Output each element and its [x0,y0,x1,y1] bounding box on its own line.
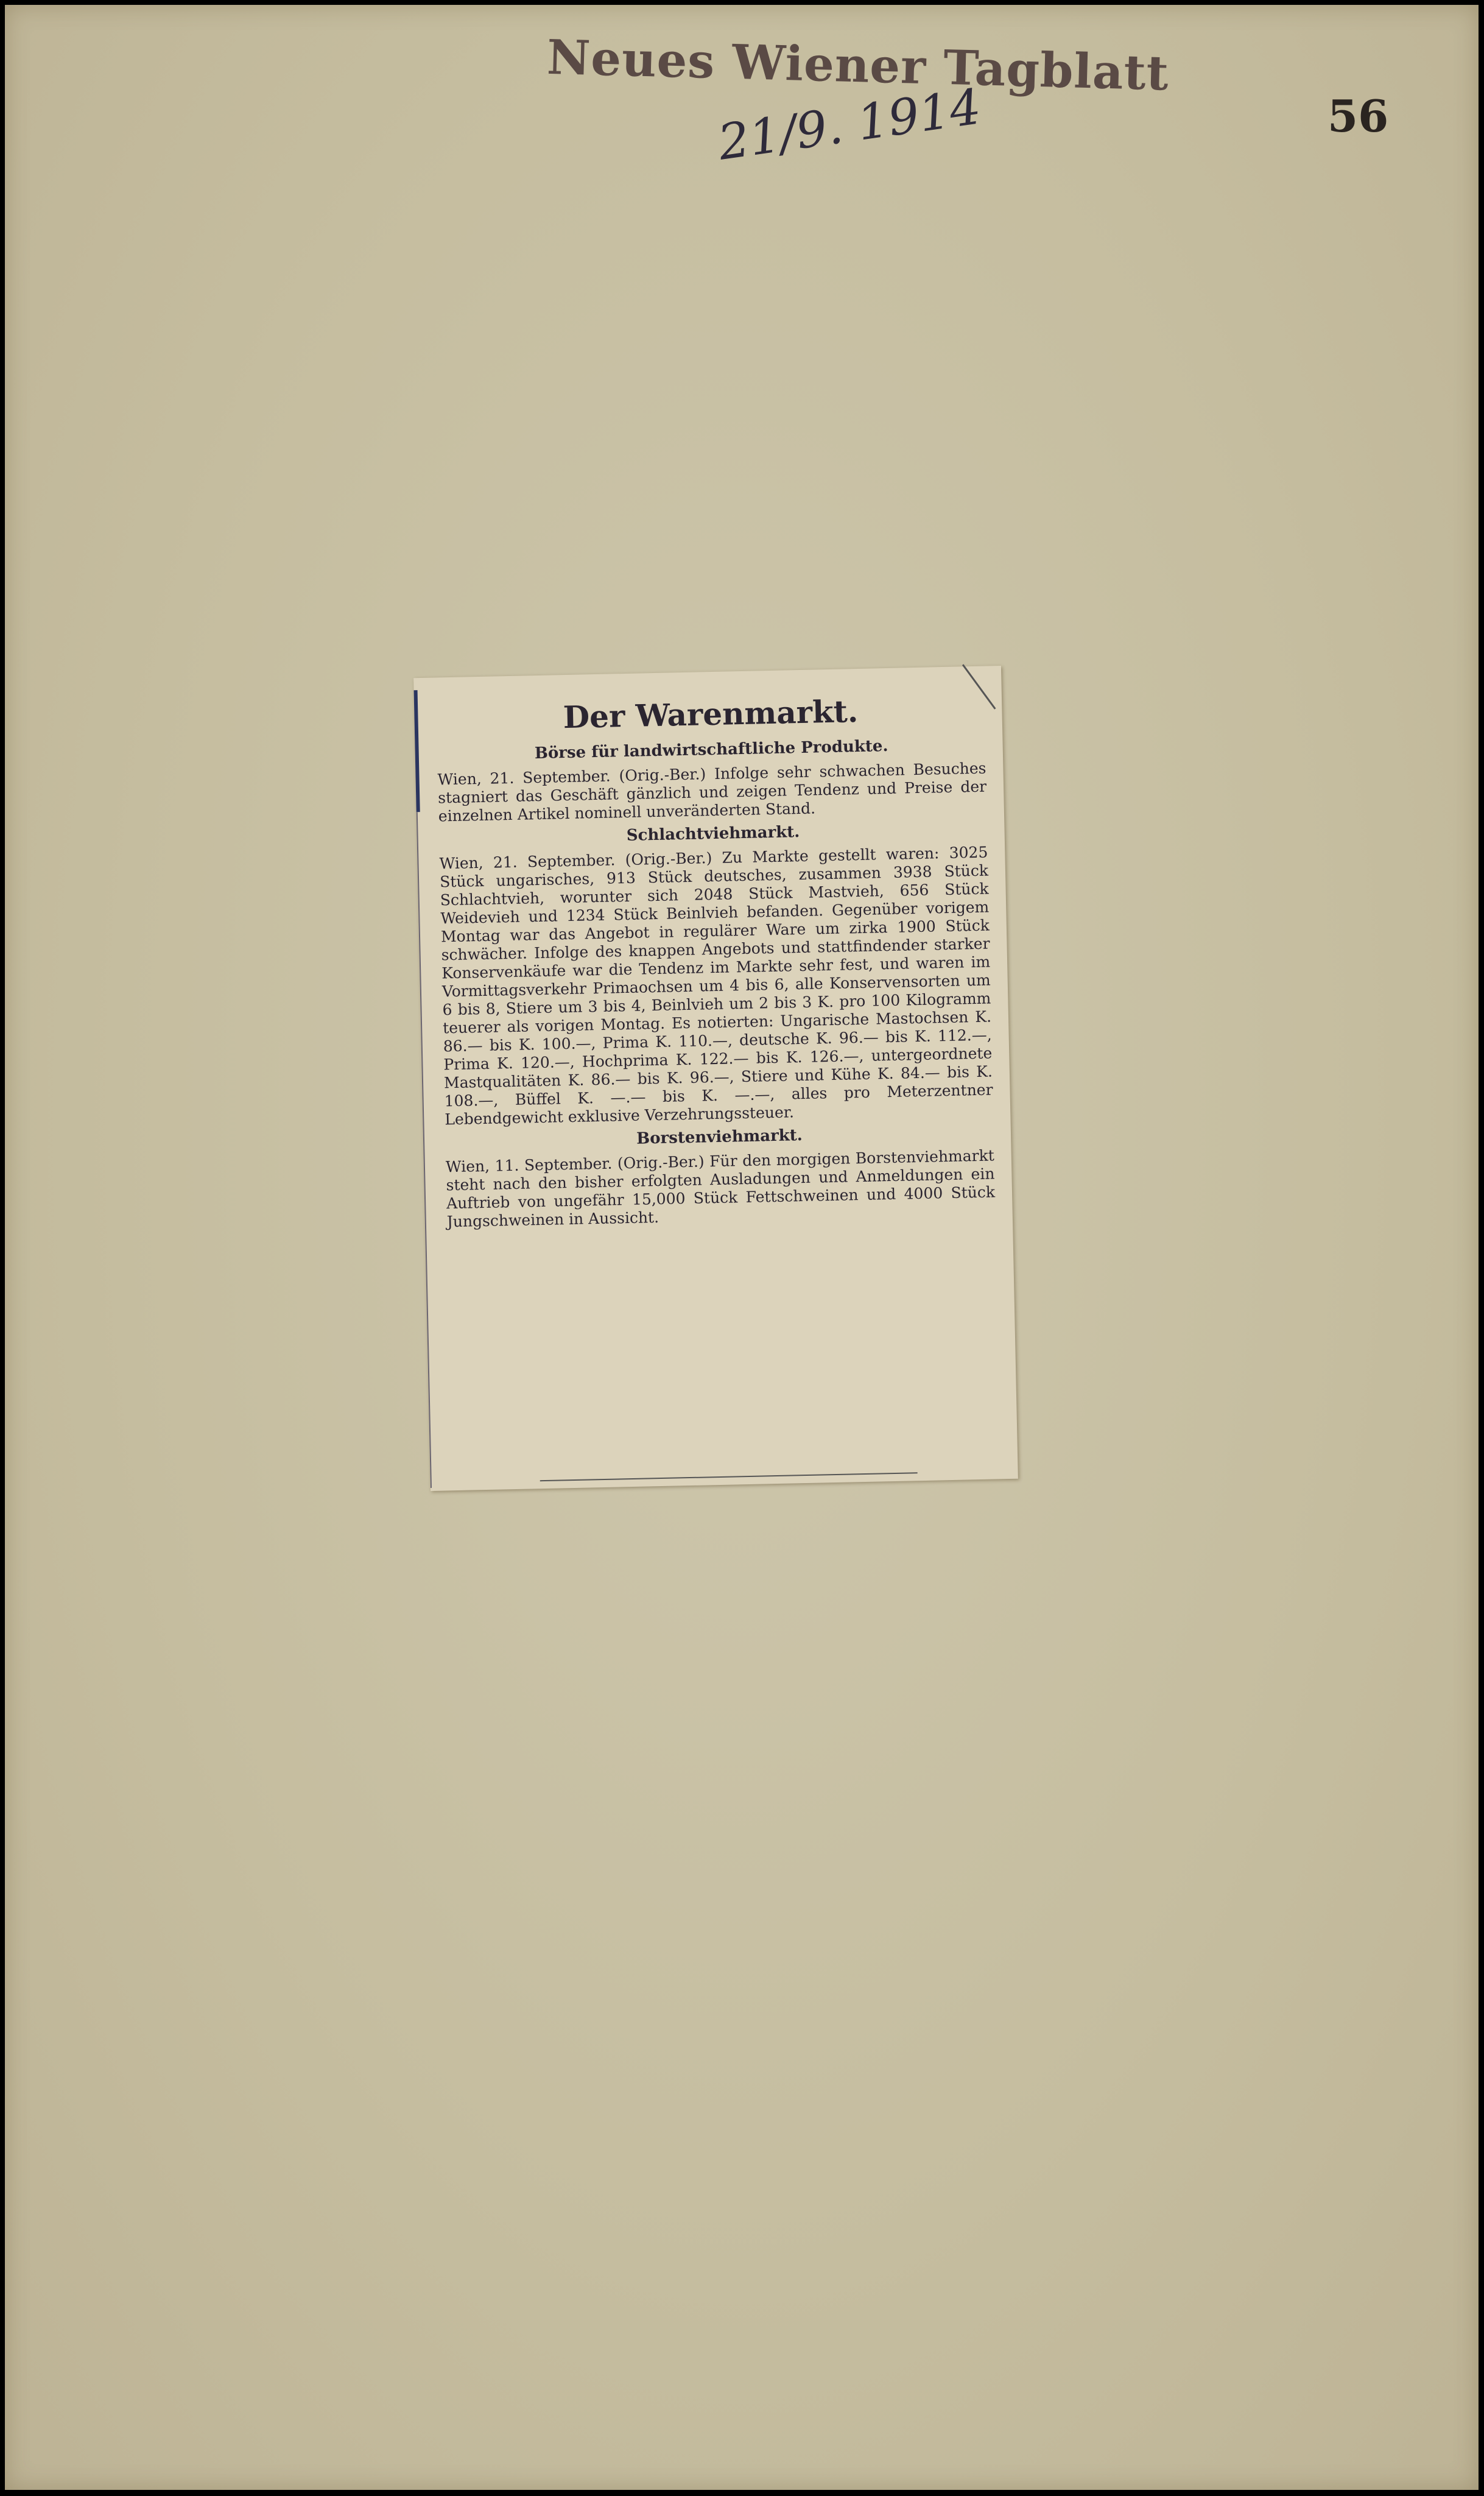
handwritten-date: 21/9. 1914 [714,78,985,171]
clipping-bottom-rule [540,1472,918,1481]
section-heading-boerse: Börse für landwirtschaftliche Produkte. [534,736,888,763]
clipping-column-rule [417,812,432,1488]
archive-sheet [5,5,1479,2490]
section-heading-schlachtvieh: Schlachtviehmarkt. [626,823,800,845]
clipping-ink-mark [414,690,420,812]
section-text-boerse: Wien, 21. September. (Orig.-Ber.) Infolge sehr schwachen Besuches stagniert das Geschäft gänzlich und zeigen Tendenz und Preise der einzelnen Artikel nominell unveränderten Stand. [437,759,987,825]
section-heading-borstenvieh: Borstenviehmarkt. [636,1126,803,1148]
section-text-borstenvieh: Wien, 11. September. (Orig.-Ber.) Für den morgigen Borstenviehmarkt steht nach den bisher erfolgten Ausladungen und Anmeldungen ein Auftrieb von ungefähr 15,000 Stück Fettschweinen und 4000 Stück Jungschweinen in Aussicht. [445,1146,996,1231]
newspaper-clipping [413,666,1018,1491]
section-text-schlachtvieh: Wien, 21. September. (Orig.-Ber.) Zu Markte gestellt waren: 3025 Stück ungarisches, 913 Stück deutsches, zusammen 3938 Stück Schlachtvieh, worunter sich 2048 Stück Mastvieh, 656 Stück Weidevieh und 1234 Stück Beinlvieh befanden. Gegenüber vorigem Montag war das Angebot in regulärer Ware um zirka 1900 Stück schwächer. Infolge des knappen Angebots und stattfindender starker Konservenkäufe war die Tendenz im Markte sehr fest, und waren im Vormittagsverkehr Primaochsen um 4 bis 6, alle Konservensorten um 6 bis 8, Stiere um 3 bis 4, Beinlvieh um 2 bis 3 K. pro 100 Kilogramm teuerer als vorigen Montag. Es notierten: Ungarische Mastochsen K. 86.— bis K. 100.—, Prima K. 110.—, deutsche K. 96.— bis K. 112.—, Prima K. 120.—, Hochprima K. 122.— bis K. 126.—, untergeordnete Mastqualitäten K. 86.— bis K. 96.—, Stiere und Kühe K. 84.— bis K. 108.—, Büffel K. —.— bis K. —.—, alles pro Meterzentner Lebendgewicht exklusive Verzehrungssteuer. [439,843,993,1129]
clipping-title: Der Warenmarkt. [563,693,859,736]
page-number: 56 [1328,90,1389,142]
newspaper-stamp: Neues Wiener Tagblatt [546,29,1170,102]
